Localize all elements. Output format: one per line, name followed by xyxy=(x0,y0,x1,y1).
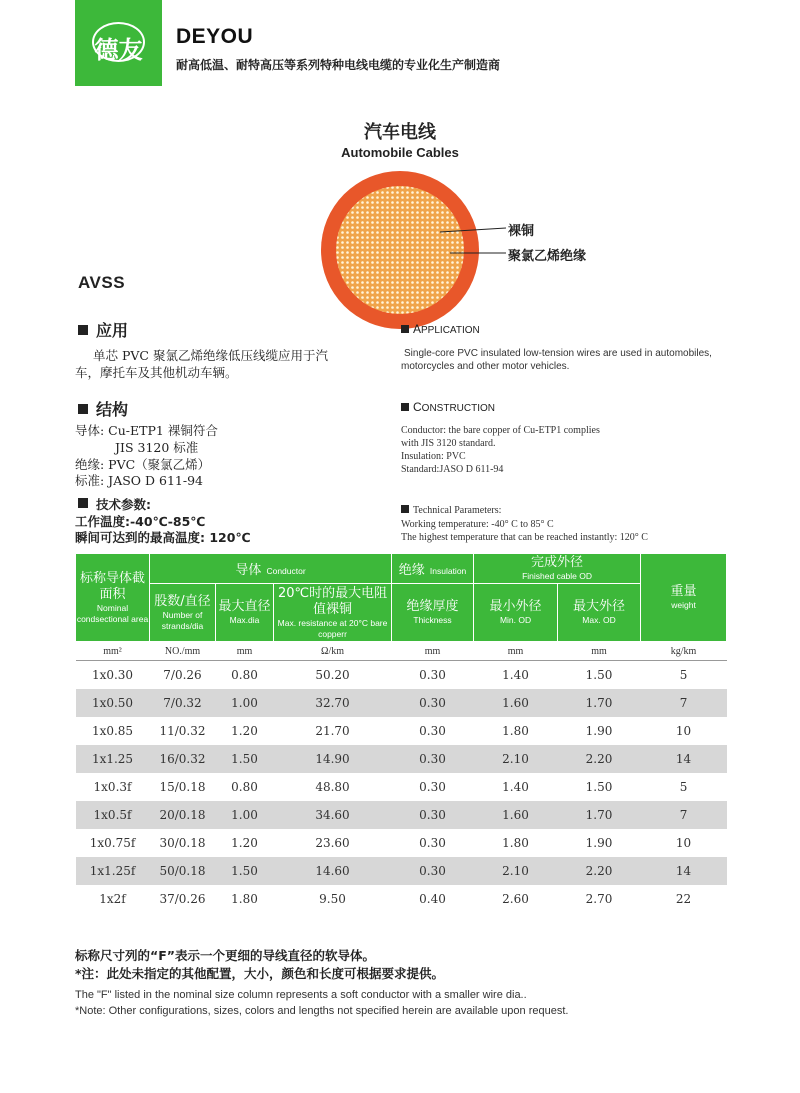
table-cell: 10 xyxy=(641,829,727,857)
construction-heading-cn: 结构 xyxy=(78,397,128,420)
table-cell: 0.30 xyxy=(392,801,474,829)
table-row xyxy=(76,773,727,801)
table-cell: 0.80 xyxy=(216,773,274,801)
table-cell: 5 xyxy=(641,661,727,690)
bullet-square-icon xyxy=(401,325,409,333)
header-nominal-area: 标称导体截面积 Nominal condsectional area xyxy=(76,554,150,642)
table-cell: 0.30 xyxy=(392,745,474,773)
table-cell: 7/0.32 xyxy=(150,689,216,717)
label-pvc-insulation: 聚氯乙烯绝缘 xyxy=(508,249,587,264)
application-heading-cn: 应用 xyxy=(78,318,128,341)
max-temperature-en: The highest temperature that can be reached instantly: 120° C xyxy=(401,532,648,543)
table-cell: 22 xyxy=(641,885,727,913)
company-logo xyxy=(75,0,162,86)
construction-line3-cn: 绝缘: PVC（聚氯乙烯） xyxy=(75,457,211,472)
unit-cell: mm xyxy=(216,642,274,661)
table-cell: 11/0.32 xyxy=(150,717,216,745)
table-cell: 1.60 xyxy=(474,689,558,717)
table-cell: 0.30 xyxy=(392,829,474,857)
table-cell: 1.80 xyxy=(216,885,274,913)
table-cell: 1x0.50 xyxy=(76,689,150,717)
header-weight: 重量 weight xyxy=(641,554,727,642)
table-cell: 14 xyxy=(641,745,727,773)
bullet-square-icon xyxy=(78,404,88,414)
table-cell: 9.50 xyxy=(274,885,392,913)
unit-cell: mm xyxy=(474,642,558,661)
table-cell: 7/0.26 xyxy=(150,661,216,690)
max-temperature-cn: 瞬间可达到的最高温度: 120℃ xyxy=(75,530,251,545)
construction-line1-cn: 导体: Cu-ETP1 裸铜符合 xyxy=(75,423,218,438)
table-cell: 1x0.30 xyxy=(76,661,150,690)
construction-line4-cn: 标准: JASO D 611-94 xyxy=(75,473,203,488)
table-cell: 2.60 xyxy=(474,885,558,913)
table-cell: 30/0.18 xyxy=(150,829,216,857)
technical-heading-cn: 技术参数: xyxy=(78,496,151,513)
bullet-square-icon xyxy=(78,498,88,508)
application-body-en-line2: motorcycles and other motor vehicles. xyxy=(401,361,570,372)
note-other-cn: *注：此处未指定的其他配置，大小，颜色和长度可根据要求提供。 xyxy=(75,966,445,981)
header-insulation: 绝缘 Insulation xyxy=(392,554,474,584)
table-cell: 1x0.3f xyxy=(76,773,150,801)
table-cell: 1.50 xyxy=(558,661,641,690)
table-cell: 2.10 xyxy=(474,745,558,773)
note-f-en: The "F" listed in the nominal size column represents a soft conductor with a smaller wire dia.. xyxy=(75,989,527,1001)
table-row xyxy=(76,717,727,745)
table-cell: 14 xyxy=(641,857,727,885)
table-cell: 7 xyxy=(641,801,727,829)
table-cell: 15/0.18 xyxy=(150,773,216,801)
table-cell: 1.50 xyxy=(216,857,274,885)
brand-name: DEYOU xyxy=(176,25,254,48)
table-cell: 1.70 xyxy=(558,689,641,717)
table-cell: 0.30 xyxy=(392,857,474,885)
unit-cell: kg/km xyxy=(641,642,727,661)
table-row xyxy=(76,885,727,913)
model-name: AVSS xyxy=(78,273,126,292)
table-cell: 0.30 xyxy=(392,661,474,690)
company-slogan: 耐高低温、耐特高压等系列特种电线电缆的专业化生产制造商 xyxy=(176,58,501,72)
application-body-en-line1: Single-core PVC insulated low-tension wires are used in automobiles, xyxy=(404,348,712,359)
product-title-cn: 汽车电线 xyxy=(364,122,436,143)
table-cell: 50.20 xyxy=(274,661,392,690)
table-cell: 21.70 xyxy=(274,717,392,745)
table-cell: 2.20 xyxy=(558,745,641,773)
header-max-dia: 最大直径 Max.dia xyxy=(216,584,274,642)
table-row xyxy=(76,745,727,773)
construction-line2-en: with JIS 3120 standard. xyxy=(401,438,496,449)
product-title-en: Automobile Cables xyxy=(341,145,459,160)
unit-cell: Ω/km xyxy=(274,642,392,661)
technical-heading-en: Technical Parameters: xyxy=(401,504,501,517)
table-cell: 1x2f xyxy=(76,885,150,913)
construction-heading-en: CONSTRUCTION xyxy=(401,400,495,414)
unit-cell: NO./mm xyxy=(150,642,216,661)
construction-line3-en: Insulation: PVC xyxy=(401,451,466,462)
table-cell: 5 xyxy=(641,773,727,801)
bullet-square-icon xyxy=(401,403,409,411)
note-other-en: *Note: Other configurations, sizes, colors and lengths not specified herein are available upon request. xyxy=(75,1005,569,1017)
unit-cell: mm xyxy=(392,642,474,661)
table-cell: 0.30 xyxy=(392,773,474,801)
table-cell: 14.90 xyxy=(274,745,392,773)
table-cell: 0.30 xyxy=(392,717,474,745)
note-f-cn: 标称尺寸列的“F”表示一个更细的导线直径的软导体。 xyxy=(75,948,375,963)
table-cell: 1.60 xyxy=(474,801,558,829)
table-row xyxy=(76,661,727,690)
logo-text: 德友 xyxy=(94,36,143,64)
table-cell: 2.20 xyxy=(558,857,641,885)
callout-lines xyxy=(440,218,510,263)
header-min-od: 最小外径 Min. OD xyxy=(474,584,558,642)
header-conductor: 导体 Conductor xyxy=(150,554,392,584)
table-row xyxy=(76,829,727,857)
table-cell: 1x0.75f xyxy=(76,829,150,857)
table-cell: 10 xyxy=(641,717,727,745)
table-cell: 1.00 xyxy=(216,689,274,717)
application-body-cn-line2: 车，摩托车及其他机动车辆。 xyxy=(75,365,238,380)
header-max-od: 最大外径 Max. OD xyxy=(558,584,641,642)
table-cell: 0.30 xyxy=(392,689,474,717)
table-cell: 0.80 xyxy=(216,661,274,690)
table-cell: 16/0.32 xyxy=(150,745,216,773)
table-cell: 1x0.5f xyxy=(76,801,150,829)
table-cell: 1.50 xyxy=(558,773,641,801)
header-strands: 股数/直径 Number of strands/dia xyxy=(150,584,216,642)
table-cell: 1x1.25 xyxy=(76,745,150,773)
table-cell: 2.10 xyxy=(474,857,558,885)
header-max-resistance: 20℃时的最大电阻值裸铜 Max. resistance at 20°C bare copperr xyxy=(274,584,392,642)
table-row xyxy=(76,801,727,829)
table-row xyxy=(76,857,727,885)
table-cell: 1.90 xyxy=(558,717,641,745)
table-cell: 1.20 xyxy=(216,829,274,857)
table-cell: 14.60 xyxy=(274,857,392,885)
bullet-square-icon xyxy=(401,505,409,513)
bullet-square-icon xyxy=(78,325,88,335)
working-temperature-en: Working temperature: -40° C to 85° C xyxy=(401,519,554,530)
header-thickness: 绝缘厚度 Thickness xyxy=(392,584,474,642)
table-cell: 1.70 xyxy=(558,801,641,829)
application-body-cn-line1: 单芯 PVC 聚氯乙烯绝缘低压线缆应用于汽 xyxy=(93,348,328,363)
table-cell: 1.00 xyxy=(216,801,274,829)
table-cell: 48.80 xyxy=(274,773,392,801)
table-cell: 1.90 xyxy=(558,829,641,857)
working-temperature-cn: 工作温度:-40℃-85℃ xyxy=(75,514,206,529)
table-cell: 1.80 xyxy=(474,829,558,857)
construction-line1-en: Conductor: the bare copper of Cu-ETP1 complies xyxy=(401,425,600,436)
table-cell: 1x1.25f xyxy=(76,857,150,885)
table-cell: 1.50 xyxy=(216,745,274,773)
table-cell: 1.80 xyxy=(474,717,558,745)
table-cell: 1.40 xyxy=(474,773,558,801)
table-cell: 7 xyxy=(641,689,727,717)
construction-line4-en: Standard:JASO D 611-94 xyxy=(401,464,504,475)
table-cell: 37/0.26 xyxy=(150,885,216,913)
unit-cell: mm² xyxy=(76,642,150,661)
label-bare-copper: 裸铜 xyxy=(508,224,535,239)
table-cell: 1.40 xyxy=(474,661,558,690)
application-heading-en: APPLICATION xyxy=(401,322,480,336)
table-cell: 1x0.85 xyxy=(76,717,150,745)
construction-line2-cn: JIS 3120 标准 xyxy=(115,440,199,455)
table-cell: 34.60 xyxy=(274,801,392,829)
specification-table xyxy=(75,553,727,913)
unit-cell: mm xyxy=(558,642,641,661)
header-finished-od: 完成外径 Finished cable OD xyxy=(474,554,641,584)
table-cell: 2.70 xyxy=(558,885,641,913)
table-cell: 32.70 xyxy=(274,689,392,717)
table-cell: 0.40 xyxy=(392,885,474,913)
units-row xyxy=(76,642,727,661)
table-cell: 23.60 xyxy=(274,829,392,857)
table-cell: 50/0.18 xyxy=(150,857,216,885)
table-cell: 1.20 xyxy=(216,717,274,745)
table-cell: 20/0.18 xyxy=(150,801,216,829)
table-row xyxy=(76,689,727,717)
